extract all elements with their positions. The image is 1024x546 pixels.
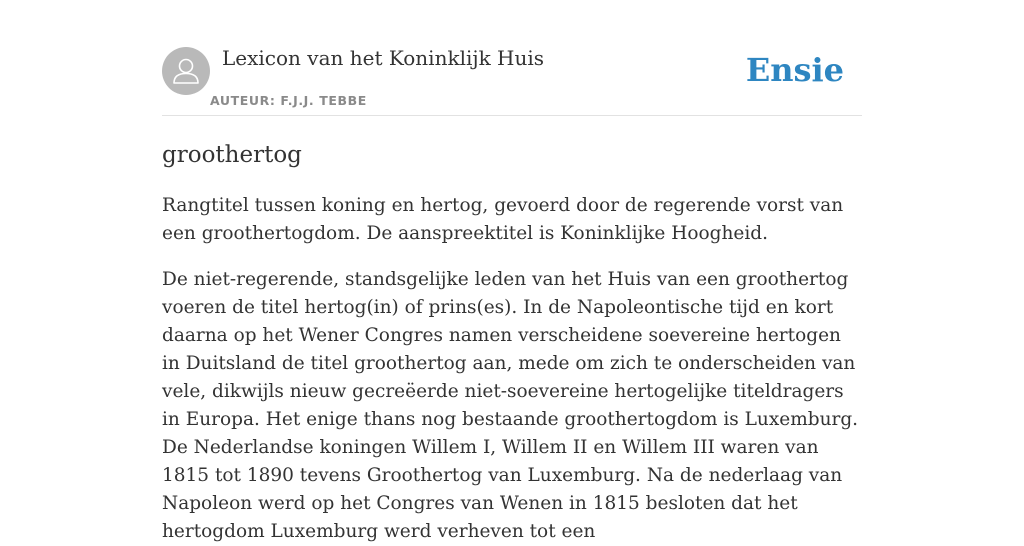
author-label[interactable]: AUTEUR: F.J.J. TEBBE bbox=[210, 93, 367, 108]
user-placeholder-icon bbox=[162, 47, 210, 95]
article bbox=[162, 140, 862, 546]
avatar[interactable] bbox=[162, 47, 210, 95]
paragraph-body: De niet-regerende, standsgelijke leden van het Huis van een groothertog voeren de titel hertog(in) of prins(es). In de Napoleontische tijd en kort daarna op het Wener Congres namen verscheidene soevereine hertogen in Duitsland de titel groothertog aan, mede om zich te onderscheiden van vele, dikwijls nieuw gecreëerde niet-soevereine hertogelijke titeldragers in Europa. Het enige thans nog bestaande groothertogdom is Luxemburg. De Nederlandse koningen Willem I, Willem II en Willem III waren van 1815 tot 1890 tevens Groothertog van Luxemburg. Na de nederlaag van Napoleon werd op het Congres van Wenen in 1815 besloten dat het hertogdom Luxemburg werd verheven tot een bbox=[162, 269, 859, 542]
brand-logo[interactable]: Ensie bbox=[745, 51, 844, 89]
header bbox=[162, 45, 862, 116]
entry-title: groothertog bbox=[162, 142, 302, 168]
paragraph-intro: Rangtitel tussen koning en hertog, gevoerd door de regerende vorst van een groothertogdom. De aanspreektitel is Koninklijke Hoogheid. bbox=[162, 195, 844, 244]
book-title[interactable]: Lexicon van het Koninklijk Huis bbox=[222, 46, 545, 70]
